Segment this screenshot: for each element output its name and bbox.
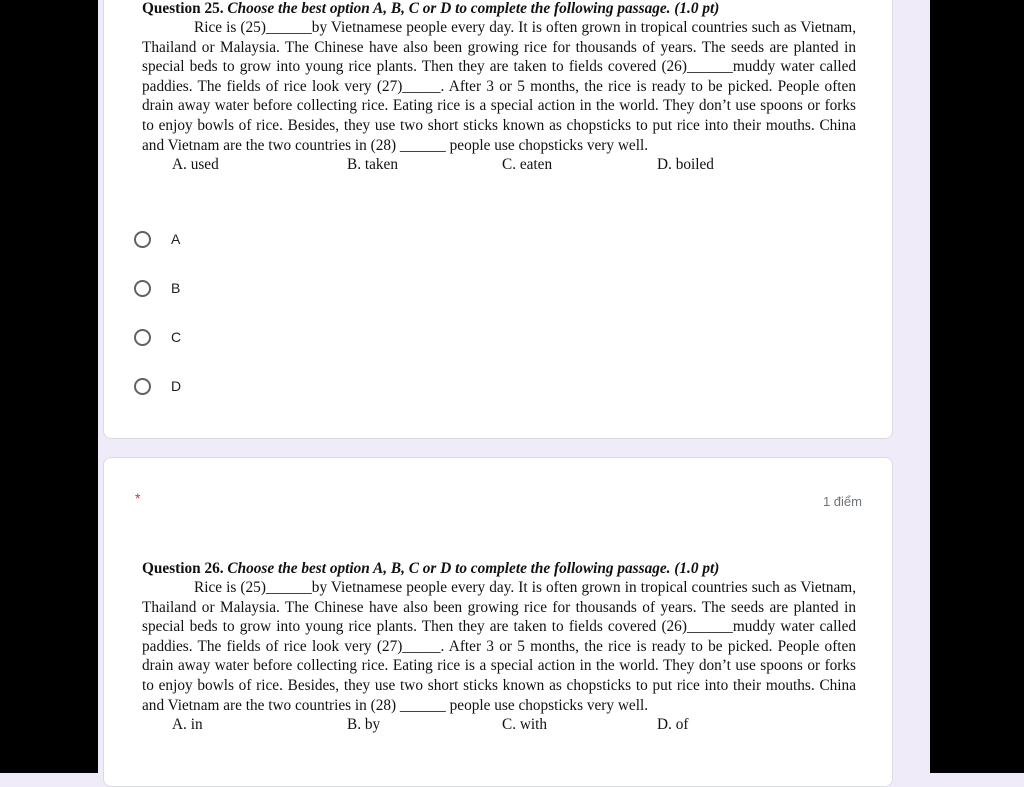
- left-letterbox: [0, 0, 98, 773]
- passage-line: or 5 months, the rice is ready to be picked. People often drain away water before collecting: [142, 77, 856, 115]
- passage-line: and Vietnam are the two countries in (28) ______ people use chopsticks very well.: [142, 696, 649, 714]
- passage-line: such as Vietnam, Thailand or Malaysia. The Chinese have also been growing rice for thousands of: [142, 19, 857, 56]
- required-asterisk: *: [135, 490, 141, 506]
- option-b-text: B. by: [347, 716, 381, 734]
- option-c-text: C. eaten: [502, 156, 553, 174]
- question-title: [142, 559, 856, 578]
- question-title: [142, 0, 856, 18]
- radio-button[interactable]: [134, 280, 151, 297]
- radio-button[interactable]: [134, 329, 151, 346]
- points-label: 1 điểm: [822, 494, 862, 509]
- radio-button[interactable]: [134, 378, 151, 395]
- answer-options: [142, 715, 856, 735]
- answer-options: [142, 155, 856, 175]
- passage-line: fields covered (26)______muddy water called paddies. The fields of rice look very (27)_____. After 3: [142, 58, 857, 95]
- passage-line: Rice is (25)______by Vietnamese people every day. It is often grown in tropical countries: [194, 19, 748, 36]
- passage-line: rice. Besides, they use two short sticks known as chopsticks to put rice into their mouths. China: [256, 676, 856, 694]
- passage-line: years. The seeds are planted in special beds to grow into young rice plants. Then they are taken to: [142, 38, 856, 76]
- option-a-text: A. in: [172, 716, 203, 734]
- passage: [142, 578, 856, 715]
- choice-label: B: [171, 280, 181, 296]
- passage-line: or 5 months, the rice is ready to be picked. People often drain away water before collecting: [142, 637, 856, 675]
- option-b-text: B. taken: [347, 156, 398, 174]
- passage-line: rice. Eating rice is a special action in the world. They don’t use spoons or forks to enjoy bowls of: [142, 657, 857, 694]
- passage-line: rice. Besides, they use two short sticks known as chopsticks to put rice into their mouths. China: [256, 116, 856, 134]
- passage-line: fields covered (26)______muddy water called paddies. The fields of rice look very (27)_____. After 3: [142, 618, 857, 655]
- option-d-text: D. of: [657, 716, 689, 734]
- option-d-text: D. boiled: [657, 156, 714, 174]
- choice-a[interactable]: [134, 226, 180, 252]
- passage-line: rice. Eating rice is a special action in the world. They don’t use spoons or forks to enjoy bowls of: [142, 97, 857, 134]
- question-instruction: Choose the best option A, B, C or D to complete the following passage. (1.0 pt): [227, 0, 720, 17]
- choice-label: C: [171, 329, 182, 345]
- right-letterbox: [930, 0, 1024, 773]
- question-number: Question 26.: [142, 560, 224, 577]
- choice-label: A: [171, 231, 181, 247]
- question-image-25: [142, 0, 856, 175]
- question-instruction: Choose the best option A, B, C or D to complete the following passage. (1.0 pt): [227, 560, 720, 577]
- option-a-text: A. used: [172, 156, 219, 174]
- question-card-26: [103, 457, 893, 787]
- choice-d[interactable]: [134, 373, 181, 399]
- choice-b[interactable]: [134, 275, 180, 301]
- radio-button[interactable]: [134, 231, 151, 248]
- passage-line: and Vietnam are the two countries in (28) ______ people use chopsticks very well.: [142, 136, 649, 154]
- passage-line: Rice is (25)______by Vietnamese people every day. It is often grown in tropical countries: [194, 579, 748, 596]
- choice-c[interactable]: [134, 324, 181, 350]
- question-image-26: [142, 559, 856, 735]
- question-number: Question 25.: [142, 0, 224, 17]
- option-c-text: C. with: [502, 716, 548, 734]
- question-card-25: [103, 0, 893, 439]
- passage-line: such as Vietnam, Thailand or Malaysia. The Chinese have also been growing rice for thousands of: [142, 579, 857, 616]
- passage-line: years. The seeds are planted in special beds to grow into young rice plants. Then they are taken to: [142, 598, 856, 636]
- choice-label: D: [171, 378, 182, 394]
- passage: [142, 18, 856, 155]
